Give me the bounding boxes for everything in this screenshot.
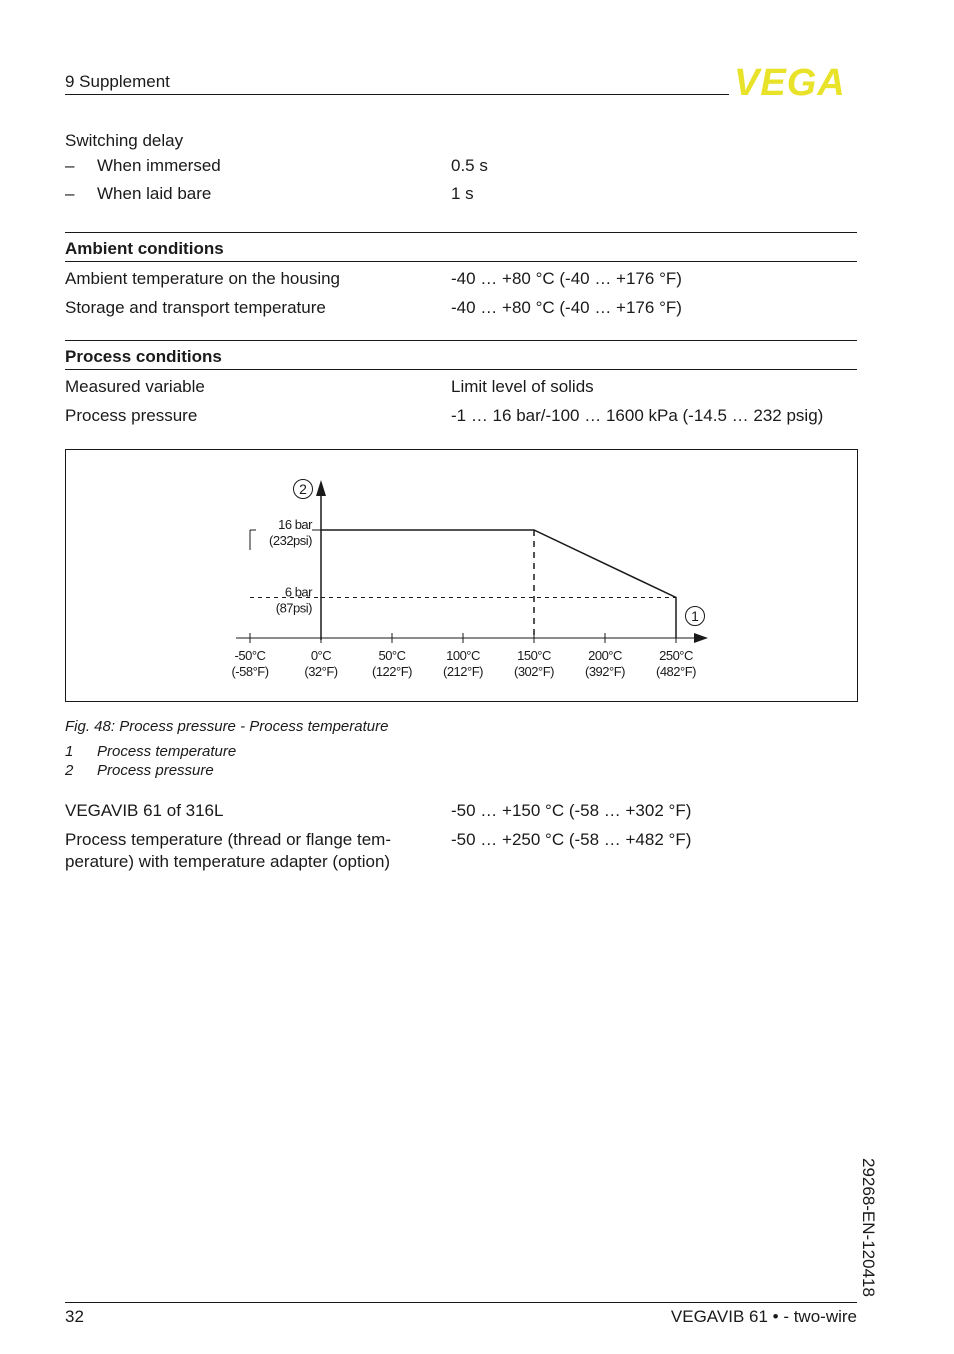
row-value: -40 … +80 °C (-40 … +176 °F): [451, 298, 682, 317]
footer-rule: [65, 1302, 857, 1303]
x-tick-label: 50°C: [378, 648, 406, 663]
x-tick-label-f: (212°F): [443, 664, 483, 679]
y-axis-arrow: [316, 480, 326, 496]
row-label: Ambient temperature on the housing: [65, 269, 341, 288]
row-value: Limit level of solids: [451, 377, 594, 396]
svg-text:VEGA: VEGA: [734, 64, 846, 98]
x-tick-label-f: (302°F): [514, 664, 554, 679]
row-label: Process temperature (thread or flange tem-: [65, 830, 391, 849]
vega-logo: [734, 64, 858, 98]
legend-number: 1: [65, 743, 74, 760]
row-label: When immersed: [97, 156, 221, 175]
x-tick-label: -50°C: [234, 648, 266, 663]
dash: –: [65, 156, 75, 175]
row-label: Measured variable: [65, 377, 205, 396]
row-value: -1 … 16 bar/-100 … 1600 kPa (-14.5 … 232 psig): [451, 406, 824, 425]
figure-caption: Fig. 48: Process pressure - Process temperature: [65, 718, 389, 735]
x-tick-label: 0°C: [310, 648, 332, 663]
legend-number: 2: [65, 762, 74, 779]
switching-delay-title: Switching delay: [65, 131, 184, 150]
row-value: 0.5 s: [451, 156, 488, 175]
document-code: 29268-EN-120418: [859, 1158, 878, 1297]
section-rule: [65, 340, 857, 341]
section-rule: [65, 369, 857, 370]
row-value: 1 s: [451, 184, 474, 203]
section-rule: [65, 232, 857, 233]
y-tick-label: 6 bar: [284, 584, 312, 600]
section-rule: [65, 261, 857, 262]
row-value: -50 … +250 °C (-58 … +482 °F): [451, 830, 692, 849]
x-tick-label: 200°C: [588, 648, 622, 663]
page-number: 32: [65, 1307, 84, 1326]
x-tick-label: 250°C: [659, 648, 693, 663]
x-tick-label: 150°C: [517, 648, 551, 663]
dash: –: [65, 184, 75, 203]
legend-text: Process temperature: [97, 743, 237, 760]
pressure-limit-line: [321, 530, 676, 638]
ambient-heading: Ambient conditions: [65, 239, 224, 258]
y-axis-marker-number: 2: [299, 481, 307, 497]
row-label: Storage and transport temperature: [65, 298, 326, 317]
x-tick-label-f: (-58°F): [231, 664, 269, 679]
y-tick-label-psi: (87psi): [275, 600, 312, 616]
x-tick-label-f: (122°F): [372, 664, 412, 679]
row-label: When laid bare: [97, 184, 212, 203]
x-axis-marker-number: 1: [691, 608, 699, 624]
y-tick-label-psi: (232psi): [269, 533, 312, 548]
legend-text: Process pressure: [97, 762, 214, 779]
process-heading: Process conditions: [65, 347, 222, 366]
x-tick-label-f: (392°F): [585, 664, 625, 679]
row-label: VEGAVIB 61 of 316L: [65, 801, 224, 820]
figure-frame: [65, 449, 858, 702]
row-label: Process pressure: [65, 406, 198, 425]
section-title: 9 Supplement: [65, 72, 170, 91]
row-value: -40 … +80 °C (-40 … +176 °F): [451, 269, 682, 288]
x-tick-label-f: (482°F): [656, 664, 696, 679]
row-label: perature) with temperature adapter (option): [65, 852, 391, 871]
x-tick-label-f: (32°F): [304, 664, 338, 679]
x-tick-label: 100°C: [446, 648, 480, 663]
header-rule: [65, 94, 729, 95]
y-tick-label: 16 bar: [278, 517, 312, 532]
x-axis-arrow: [694, 633, 708, 643]
pressure-temperature-chart: [66, 450, 857, 701]
product-name: VEGAVIB 61 • - two-wire: [670, 1307, 857, 1326]
row-value: -50 … +150 °C (-58 … +302 °F): [451, 801, 692, 820]
